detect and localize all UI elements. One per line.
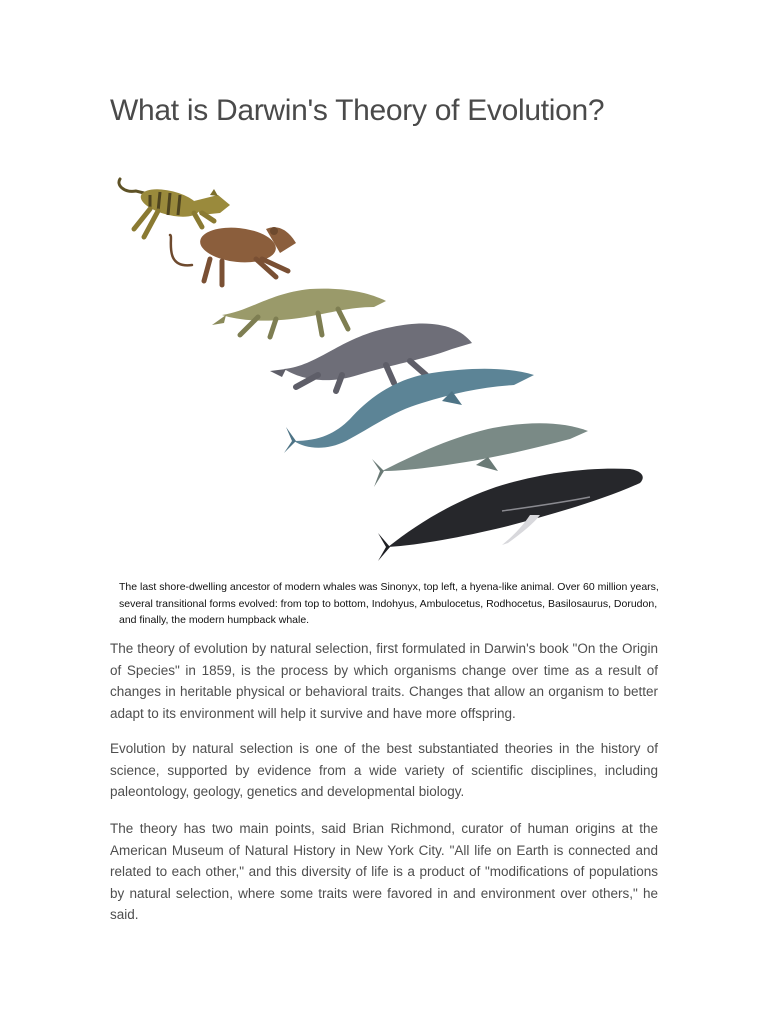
paragraph-2: Evolution by natural selection is one of the best substantiated theories in the history of science, supported by evidence from a wide variety of scientific disciplines, including paleontology, geology, genetics and developmental biology. bbox=[110, 741, 658, 799]
ambulocetus-illustration bbox=[212, 289, 386, 337]
sinonyx-illustration bbox=[119, 179, 230, 237]
humpback-whale-illustration bbox=[378, 469, 643, 561]
whale-evolution-figure bbox=[110, 165, 658, 575]
indohyus-illustration bbox=[170, 224, 296, 285]
paragraph-3: The theory has two main points, said Brian Richmond, curator of human origins at the American Museum of Natural History in New York City. "All life on Earth is connected and related to each other," and this diversity of life is a product of "modifications of populations by natural selection, where some traits were favored in and environment over others," he said. bbox=[110, 821, 658, 922]
article-title: What is Darwin's Theory of Evolution? bbox=[110, 94, 605, 127]
paragraph-1: The theory of evolution by natural selection, first formulated in Darwin's book "On the Origin of Species" in 1859, is the process by which organisms change over time as a result of changes in heritable physical or behavioral traits. Changes that allow an organism to better adapt to its environment will help it survive and have more offspring. bbox=[110, 641, 658, 721]
whale-evolution-illustration bbox=[110, 165, 658, 575]
figure-caption: The last shore-dwelling ancestor of modern whales was Sinonyx, top left, a hyena-like animal. Over 60 million years, several transitional forms evolved: from top to bottom, Indohyus, Ambulocetus, Rodhocetus, Basilosaurus, Dorudon, and finally, the modern humpback whale. bbox=[119, 581, 659, 626]
